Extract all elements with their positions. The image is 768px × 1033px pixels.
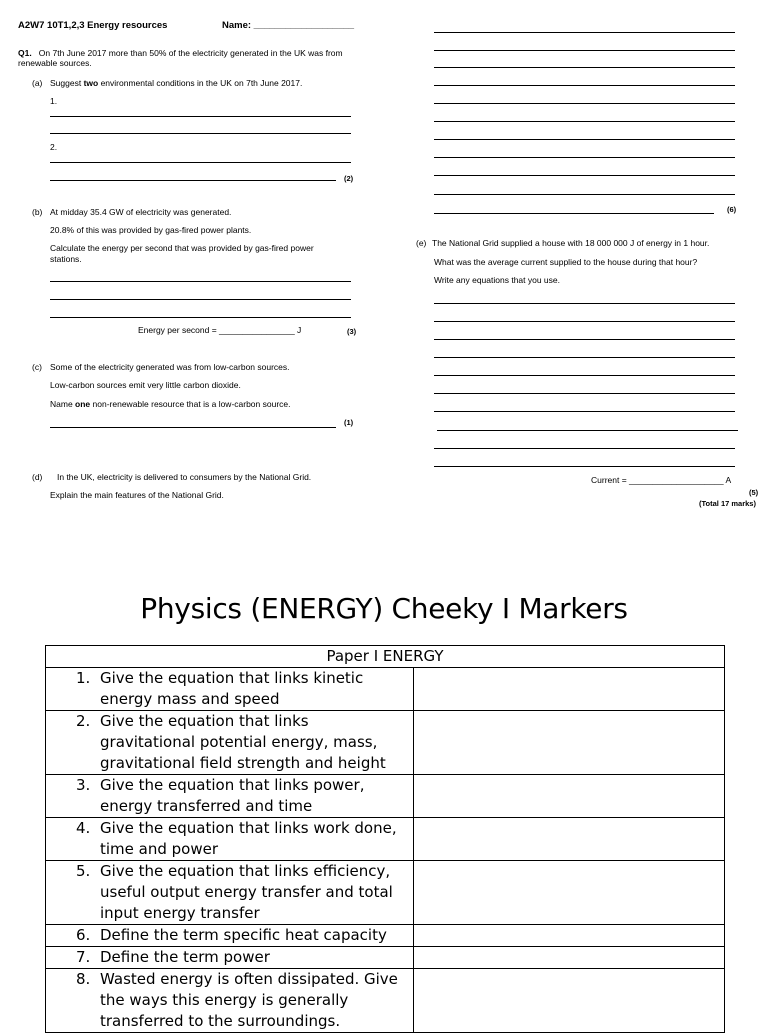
question-number: 7. xyxy=(76,948,91,966)
answer-cell[interactable] xyxy=(414,668,725,711)
q1c-marks: (1) xyxy=(344,418,354,427)
answer-line[interactable] xyxy=(434,393,735,394)
question-number: 6. xyxy=(76,926,91,944)
question-cell xyxy=(46,947,414,969)
q1a-prefix: (a) xyxy=(32,78,43,88)
answer-line[interactable] xyxy=(50,299,351,300)
cheeky-markers-table xyxy=(45,645,725,1033)
cheeky-markers-title: Physics (ENERGY) Cheeky I Markers xyxy=(140,592,628,625)
table-row xyxy=(46,861,725,925)
q1c-prefix: (c) xyxy=(32,362,42,372)
question-text: Give the equation that links power, energy transferred and time xyxy=(100,776,365,815)
question-number: 5. xyxy=(76,862,91,880)
q1e-line2: What was the average current supplied to the house during that hour? xyxy=(434,257,698,267)
answer-line[interactable] xyxy=(434,448,735,449)
answer-line[interactable] xyxy=(50,281,351,282)
q1d-line2: Explain the main features of the National Grid. xyxy=(50,490,224,500)
q1c-line2: Low-carbon sources emit very little carbon dioxide. xyxy=(50,380,241,390)
q1c-line3: Name one non-renewable resource that is a low-carbon source. xyxy=(50,399,291,409)
question-cell xyxy=(46,668,414,711)
question-cell xyxy=(46,925,414,947)
answer-line[interactable] xyxy=(434,339,735,340)
q1d-line1: In the UK, electricity is delivered to consumers by the National Grid. xyxy=(57,472,312,482)
q1b-line2: 20.8% of this was provided by gas-fired power plants. xyxy=(50,225,252,235)
question-number: 3. xyxy=(76,776,91,794)
question-text: Give the equation that links efficiency, useful output energy transfer and total input energy transfer xyxy=(100,862,393,922)
q1b-marks: (3) xyxy=(347,327,357,336)
answer-line[interactable] xyxy=(50,317,351,318)
total-marks: (Total 17 marks) xyxy=(699,499,756,508)
answer-cell[interactable] xyxy=(414,925,725,947)
q1b-prefix: (b) xyxy=(32,207,43,217)
table-row xyxy=(46,668,725,711)
energy-per-second-answer[interactable]: Energy per second = ________________ J xyxy=(138,325,302,335)
question-text: Give the equation that links gravitational potential energy, mass, gravitational field strength and height xyxy=(100,712,386,772)
answer-line[interactable] xyxy=(434,466,735,467)
answer-line[interactable] xyxy=(434,411,735,412)
table-row xyxy=(46,711,725,775)
current-answer[interactable]: Current = ____________________ A xyxy=(591,475,732,485)
question-cell xyxy=(46,711,414,775)
answer-line[interactable] xyxy=(434,103,735,104)
answer-line[interactable] xyxy=(434,157,735,158)
table-header-row xyxy=(46,646,725,668)
answer-cell[interactable] xyxy=(414,947,725,969)
question-text: Wasted energy is often dissipated. Give the ways this energy is generally transferred to the surroundings. xyxy=(100,970,398,1030)
q1d-marks: (6) xyxy=(727,205,737,214)
q1a-question: Suggest two environmental conditions in the UK on 7th June 2017. xyxy=(50,78,303,88)
answer-line[interactable] xyxy=(434,375,735,376)
table-row xyxy=(46,947,725,969)
answer-line[interactable] xyxy=(50,180,336,181)
answer-line[interactable] xyxy=(434,67,735,68)
question-cell xyxy=(46,775,414,818)
question-cell xyxy=(46,861,414,925)
q1b-line3-cont: stations. xyxy=(50,254,82,264)
answer-cell[interactable] xyxy=(414,861,725,925)
question-cell xyxy=(46,818,414,861)
question-cell xyxy=(46,969,414,1033)
answer-cell[interactable] xyxy=(414,818,725,861)
table-row xyxy=(46,969,725,1033)
table-row xyxy=(46,925,725,947)
answer-line[interactable] xyxy=(434,303,735,304)
answer-line[interactable] xyxy=(434,194,735,195)
table-header: Paper I ENERGY xyxy=(46,646,725,668)
q1b-line3: Calculate the energy per second that was provided by gas-fired power xyxy=(50,243,314,253)
answer-line[interactable] xyxy=(50,162,351,163)
answer-line[interactable] xyxy=(437,430,738,431)
q1b-line1: At midday 35.4 GW of electricity was generated. xyxy=(50,207,232,217)
q1e-line1: The National Grid supplied a house with 18 000 000 J of energy in 1 hour. xyxy=(432,238,710,248)
q1-intro-line1: On 7th June 2017 more than 50% of the electricity generated in the UK was from xyxy=(38,48,343,58)
table-row xyxy=(46,818,725,861)
q1a-marks: (2) xyxy=(344,174,354,183)
answer-line[interactable] xyxy=(50,427,336,428)
answer-line[interactable] xyxy=(434,85,735,86)
table-row xyxy=(46,775,725,818)
answer-cell[interactable] xyxy=(414,969,725,1033)
worksheet-code: A2W7 10T1,2,3 Energy resources xyxy=(18,20,168,31)
q1e-marks: (5) xyxy=(749,488,759,497)
q1-intro-line2: renewable sources. xyxy=(18,58,92,68)
answer-line[interactable] xyxy=(434,213,714,214)
answer-line[interactable] xyxy=(50,133,351,134)
answer-line[interactable] xyxy=(434,32,735,33)
answer-line[interactable] xyxy=(434,50,735,51)
question-number: 1. xyxy=(76,669,91,687)
q1d-prefix: (d) xyxy=(32,472,43,482)
question-text: Define the term power xyxy=(100,948,270,966)
q1e-line3: Write any equations that you use. xyxy=(434,275,561,285)
question-number: 8. xyxy=(76,970,91,988)
question-number: 4. xyxy=(76,819,91,837)
q1a-item-2: 2. xyxy=(50,142,58,152)
question-text: Give the equation that links work done, time and power xyxy=(100,819,397,858)
answer-line[interactable] xyxy=(50,116,351,117)
answer-cell[interactable] xyxy=(414,711,725,775)
q1a-item-1: 1. xyxy=(50,96,58,106)
answer-line[interactable] xyxy=(434,321,735,322)
q1-label: Q1. xyxy=(18,48,32,58)
name-field-label: Name: ___________________ xyxy=(222,20,355,31)
q1c-line1: Some of the electricity generated was from low-carbon sources. xyxy=(50,362,290,372)
question-number: 2. xyxy=(76,712,91,730)
answer-cell[interactable] xyxy=(414,775,725,818)
answer-line[interactable] xyxy=(434,357,735,358)
question-text: Define the term specific heat capacity xyxy=(100,926,387,944)
q1e-prefix: (e) xyxy=(416,238,427,248)
answer-line[interactable] xyxy=(434,121,735,122)
answer-line[interactable] xyxy=(434,139,735,140)
answer-line[interactable] xyxy=(434,175,735,176)
question-text: Give the equation that links kinetic energy mass and speed xyxy=(100,669,364,708)
